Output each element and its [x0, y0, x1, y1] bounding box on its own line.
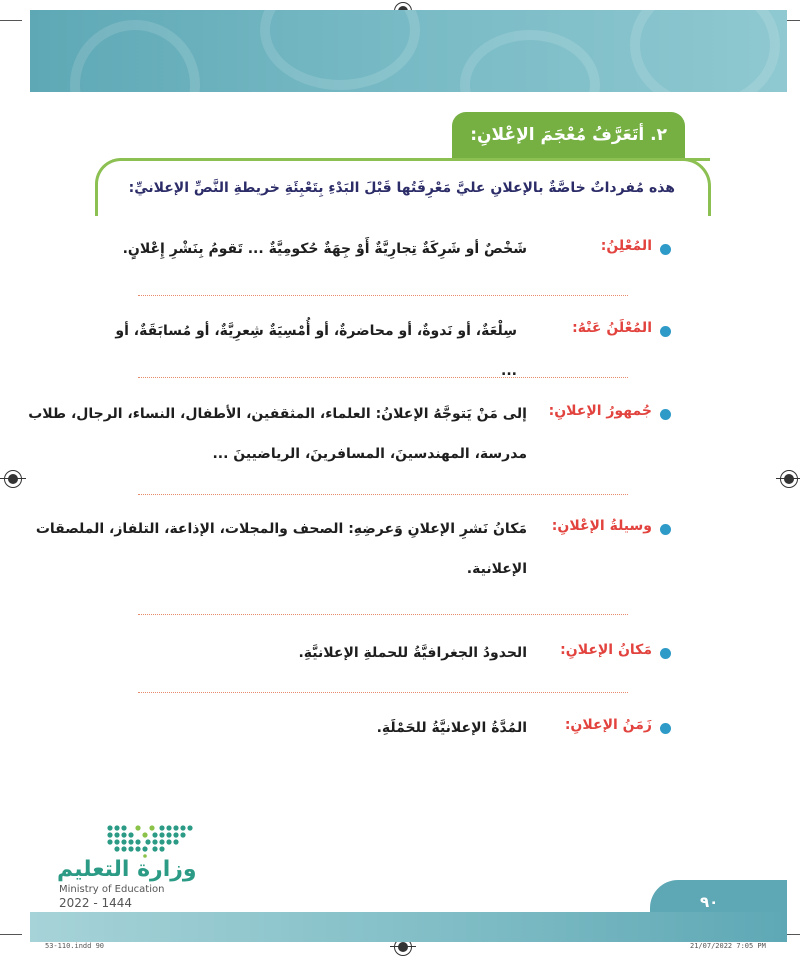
entry-term: زَمَنُ الإعلانِ: [564, 717, 652, 733]
registration-mark-icon [4, 470, 22, 488]
entry-definition: سِلْعَةٌ، أو نَدوةٌ، أو محاضرةٌ، أو أُمْسِيَةٌ شِعرِيَّةٌ، أو مُسابَقَةٌ، أو ... [115, 323, 517, 379]
entry-term: المُعْلِنُ: [600, 238, 652, 254]
crop-mark [0, 934, 22, 935]
ministry-name-english: Ministry of Education [59, 884, 165, 895]
header-band [30, 10, 787, 92]
section-title: ٢. أتَعَرَّفُ مُعْجَمَ الإعْلانِ: [452, 112, 685, 160]
print-slug-file: 53-110.indd 90 [45, 942, 105, 950]
entry-term: مَكانُ الإعلانِ: [560, 642, 652, 658]
bullet-icon [660, 723, 671, 734]
bullet-icon [660, 244, 671, 255]
ministry-logo [57, 822, 197, 912]
answer-line [138, 614, 628, 615]
page-number: ٩٠ [700, 893, 719, 911]
answer-line [138, 494, 628, 495]
decorative-swirl-icon [70, 20, 200, 92]
ministry-logo-icon [102, 822, 202, 858]
decorative-swirl-icon [630, 10, 780, 92]
bullet-icon [660, 648, 671, 659]
answer-line [138, 692, 628, 693]
bullet-icon [660, 326, 671, 337]
entry-definition: شَخْصٌ أو شَرِكَةٌ تِجارِيَّةٌ أَوْ جِهَةٌ حُكومِيَّةٌ ... تَقومُ بِنَشْرِ إِعْلانٍ. [122, 241, 527, 257]
answer-line [138, 377, 628, 378]
answer-line [138, 295, 628, 296]
entry-definition: المُدَّةُ الإعلانيَّةُ للحَمْلَةِ. [376, 720, 527, 736]
decorative-swirl-icon [260, 10, 420, 90]
entry-term: المُعْلَنُ عَنْهُ: [572, 320, 652, 336]
crop-mark [0, 20, 22, 21]
intro-text: هذه مُفرداتٌ خاصَّةٌ بالإعلانِ عليَّ مَعْرِفَتُها قَبْلَ البَدْءِ بِتَعْبِئَةِ خريطةِ النَّصِّ الإعلانيِّ: [128, 180, 675, 196]
edition-year: 2022 - 1444 [59, 896, 133, 910]
registration-mark-icon [780, 470, 798, 488]
bullet-icon [660, 524, 671, 535]
entry-term: جُمهورُ الإعلانِ: [548, 403, 652, 419]
print-slug-date: 21/07/2022 7:05 PM [690, 942, 766, 950]
ministry-name-arabic: وزارة التعليم [57, 857, 197, 882]
footer-band [30, 912, 787, 942]
decorative-swirl-icon [460, 30, 600, 92]
entry-definition: الحدودُ الجغرافيَّةُ للحملةِ الإعلانيَّةِ. [298, 645, 527, 661]
bullet-icon [660, 409, 671, 420]
entry-definition: مَكانُ نَشرِ الإعلانِ وَعرضِهِ: الصحف والمجلات، الإذاعة، التلفاز، الملصقات الإعلانية. [35, 521, 527, 577]
entry-term: وسيلةُ الإعْلانِ: [551, 518, 652, 534]
entry-definition: إلى مَنْ يَتوجَّهُ الإعلانُ: العلماء، المثقفين، الأطفال، النساء، الرجال، طلاب مدرسة، المهندسينَ، المسافرينَ، الرياضيينَ ... [28, 406, 527, 462]
